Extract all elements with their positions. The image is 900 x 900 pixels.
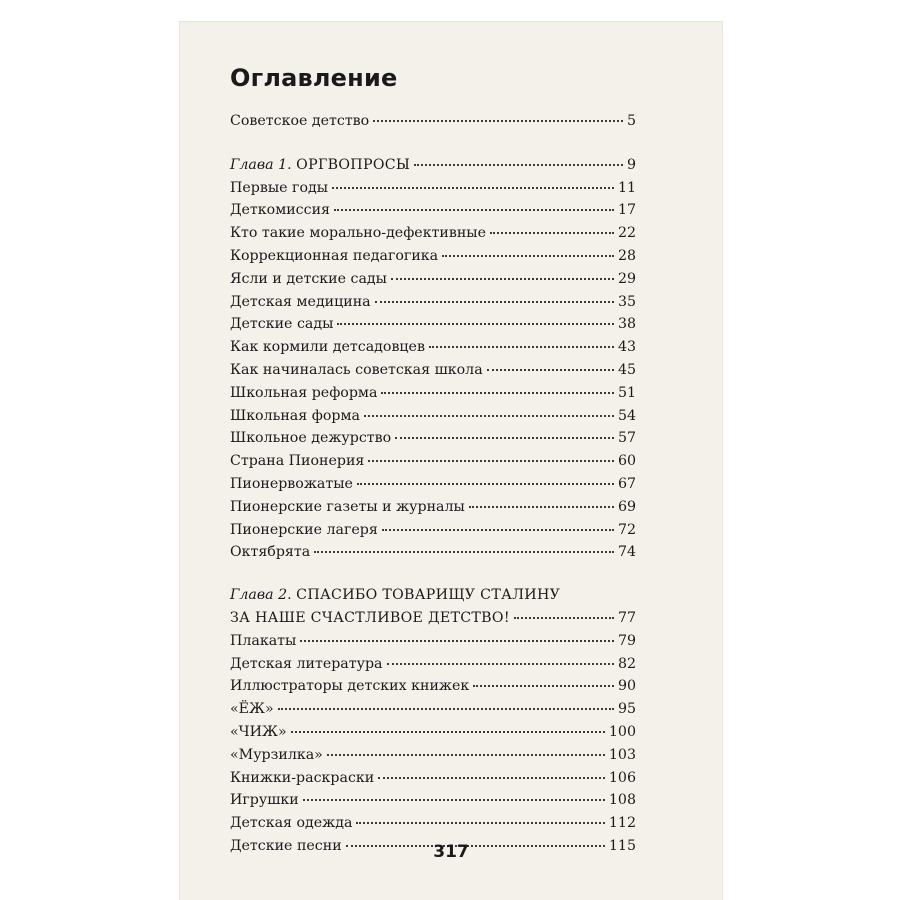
toc-entry-label: Пионерские газеты и журналы xyxy=(230,498,465,515)
toc-entry xyxy=(230,721,636,744)
toc-entry xyxy=(230,812,636,835)
toc-entry-label: Страна Пионерия xyxy=(230,453,365,470)
toc-entry-page: 22 xyxy=(617,225,636,242)
dot-leader xyxy=(387,663,614,665)
toc-entry-page: 29 xyxy=(617,270,636,287)
toc-entry-page: 115 xyxy=(608,837,636,854)
book-page xyxy=(180,22,722,900)
toc-entry-page: 72 xyxy=(617,521,636,538)
toc-entry-page: 43 xyxy=(617,339,636,356)
toc-entry-label: Как начиналась советская школа xyxy=(230,361,483,378)
dot-leader xyxy=(514,617,614,619)
toc-entry-label: Школьная форма xyxy=(230,407,360,424)
toc-entry-label: Ясли и детские сады xyxy=(230,270,387,287)
toc-entry xyxy=(230,336,636,359)
toc-entry-label: Октябрята xyxy=(230,544,311,561)
toc-entry-page: 28 xyxy=(617,247,636,264)
toc-entry xyxy=(230,405,636,428)
toc-entry-label: Школьная реформа xyxy=(230,384,378,401)
toc-entry-page: 106 xyxy=(608,769,636,786)
toc-entry-label: «ЧИЖ» xyxy=(230,723,287,740)
dot-leader xyxy=(469,506,614,508)
toc-entry-label: Деткомиссия xyxy=(230,202,330,219)
toc-entry-page: 69 xyxy=(617,498,636,515)
dot-leader xyxy=(395,437,614,439)
toc-entry-page: 11 xyxy=(617,179,636,196)
dot-leader xyxy=(300,640,614,642)
toc-entry xyxy=(230,675,636,698)
dot-leader xyxy=(291,731,605,733)
toc-entry xyxy=(230,382,636,405)
toc-entry-label: Плакаты xyxy=(230,632,297,649)
toc-entry-page: 51 xyxy=(617,384,636,401)
chapter-heading-1 xyxy=(230,154,636,177)
dot-leader xyxy=(414,164,623,166)
toc-entry-label: Школьное дежурство xyxy=(230,430,392,447)
toc-entry xyxy=(230,653,636,676)
dot-leader xyxy=(337,323,614,325)
toc-entry xyxy=(230,541,636,564)
toc-entry-page: 38 xyxy=(617,316,636,333)
toc-entry-page: 79 xyxy=(617,632,636,649)
chapter-title: СПАСИБО ТОВАРИЩУ СТАЛИНУ xyxy=(296,587,561,604)
spacer xyxy=(230,564,636,584)
toc-entry-label: Детская одежда xyxy=(230,815,353,832)
dot-leader xyxy=(334,209,614,211)
chapter-title: ОРГВОПРОСЫ xyxy=(296,156,411,173)
toc-entry xyxy=(230,630,636,653)
dot-leader xyxy=(381,392,614,394)
toc-entry-intro xyxy=(230,110,636,133)
toc-entry-label: Советское детство xyxy=(230,113,370,129)
dot-leader xyxy=(490,232,614,234)
dot-leader xyxy=(373,120,623,122)
chapter-heading-label xyxy=(230,154,410,177)
toc-entry-page: 57 xyxy=(617,430,636,447)
dot-leader xyxy=(487,369,614,371)
toc-entry-page: 17 xyxy=(617,202,636,219)
toc-entry-label: «ЁЖ» xyxy=(230,701,274,718)
toc-entry xyxy=(230,199,636,222)
dot-leader xyxy=(332,187,614,189)
toc-entry xyxy=(230,698,636,721)
toc-entry-label: Детская медицина xyxy=(230,293,371,310)
toc-entry xyxy=(230,359,636,382)
chapter-prefix: Глава 2. xyxy=(230,587,292,604)
chapter-2-items xyxy=(230,630,636,858)
toc-entry xyxy=(230,767,636,790)
toc-entry xyxy=(230,450,636,473)
page-title: Оглавление xyxy=(230,64,398,92)
toc-entry-page: 54 xyxy=(617,407,636,424)
page-number: 317 xyxy=(433,842,469,862)
toc-entry-page: 112 xyxy=(608,815,636,832)
toc-entry-page: 35 xyxy=(617,293,636,310)
dot-leader xyxy=(314,551,614,553)
toc-entry-page: 45 xyxy=(617,361,636,378)
dot-leader xyxy=(278,708,614,710)
dot-leader xyxy=(382,529,614,531)
toc-entry-page: 82 xyxy=(617,655,636,672)
toc-entry-label: Иллюстраторы детских книжек xyxy=(230,678,470,695)
toc-entry xyxy=(230,245,636,268)
chapter-heading-2-cont xyxy=(230,607,636,630)
toc-entry-page: 95 xyxy=(617,701,636,718)
toc-entry-label: «Мурзилка» xyxy=(230,746,323,763)
toc-entry xyxy=(230,313,636,336)
toc-entry-label: Как кормили детсадовцев xyxy=(230,339,425,356)
dot-leader xyxy=(391,278,614,280)
toc-entry xyxy=(230,496,636,519)
toc-entry-label: Пионерские лагеря xyxy=(230,521,378,538)
dot-leader xyxy=(378,777,605,779)
toc-entry-label: Детская литература xyxy=(230,655,383,672)
chapter-page: 9 xyxy=(626,156,636,173)
toc-entry-page: 67 xyxy=(617,475,636,492)
table-of-contents xyxy=(230,110,636,858)
toc-entry-page: 60 xyxy=(617,453,636,470)
toc-entry-label: Детские песни xyxy=(230,837,342,854)
dot-leader xyxy=(303,799,605,801)
toc-entry-label: Кто такие морально-дефективные xyxy=(230,225,486,242)
toc-entry xyxy=(230,291,636,314)
toc-entry-label: Игрушки xyxy=(230,792,299,809)
toc-entry-page: 103 xyxy=(608,746,636,763)
toc-entry-page: 5 xyxy=(626,113,636,129)
toc-entry xyxy=(230,268,636,291)
toc-entry-label: Коррекционная педагогика xyxy=(230,247,439,264)
spacer xyxy=(230,133,636,154)
toc-entry xyxy=(230,473,636,496)
toc-entry-page: 74 xyxy=(617,544,636,561)
chapter-prefix: Глава 1. xyxy=(230,156,292,173)
toc-entry-label: Пионервожатые xyxy=(230,475,353,492)
dot-leader xyxy=(473,685,614,687)
toc-entry-label: Детские сады xyxy=(230,316,334,333)
toc-entry-page: 90 xyxy=(617,678,636,695)
toc-entry xyxy=(230,744,636,767)
toc-entry xyxy=(230,519,636,542)
toc-entry-label: Книжки-раскраски xyxy=(230,769,375,786)
dot-leader xyxy=(429,346,614,348)
dot-leader xyxy=(357,483,614,485)
chapter-page: 77 xyxy=(617,609,636,626)
dot-leader xyxy=(442,255,614,257)
chapter-title-cont: ЗА НАШЕ СЧАСТЛИВОЕ ДЕТСТВО! xyxy=(230,609,510,626)
toc-entry-page: 108 xyxy=(608,792,636,809)
toc-entry xyxy=(230,789,636,812)
toc-entry xyxy=(230,427,636,450)
chapter-heading-2 xyxy=(230,584,636,607)
dot-leader xyxy=(375,301,614,303)
dot-leader xyxy=(364,415,614,417)
chapter-1-items xyxy=(230,177,636,565)
toc-entry-page: 100 xyxy=(608,723,636,740)
toc-entry xyxy=(230,177,636,200)
toc-entry-label: Первые годы xyxy=(230,179,329,196)
dot-leader xyxy=(327,754,605,756)
dot-leader xyxy=(356,822,604,824)
toc-entry xyxy=(230,222,636,245)
dot-leader xyxy=(368,460,614,462)
